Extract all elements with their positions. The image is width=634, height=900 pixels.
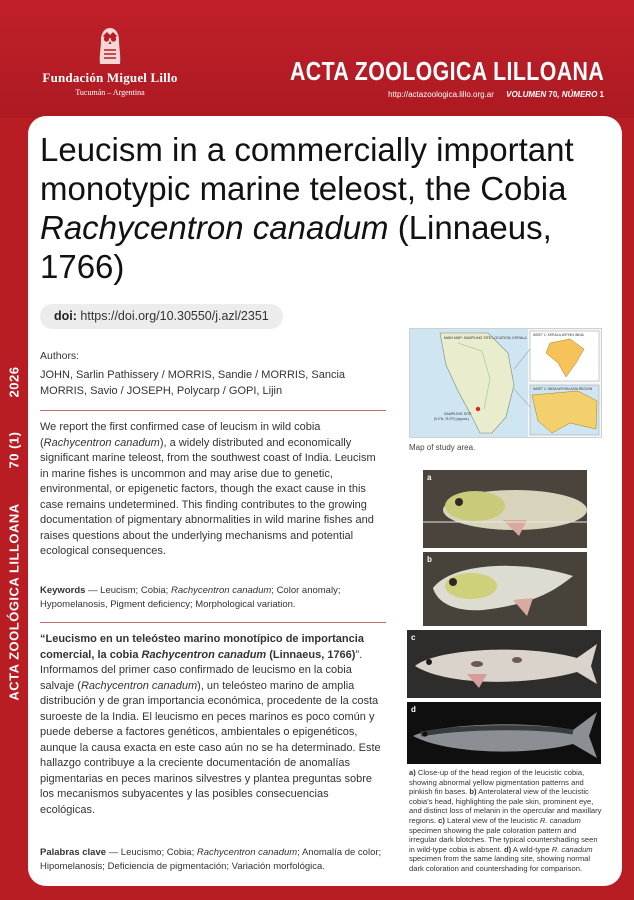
side-year: 2026 xyxy=(6,366,22,398)
doi-link[interactable]: https://doi.org/10.30550/j.azl/2351 xyxy=(80,309,269,323)
abstract-es: “Leucismo en un teleósteo marino monotípico de importancia comercial, la cobia Rachycentron canadum (Linnaeus, 1766)”. Informamos del primer caso confirmado de leucismo en la cobia salvaje (Rachycentron canadum), un teleósteo marino de amplia distribución y de gran importancia económica, procedente de la costa suroeste de la India. El leucismo en peces marinos es poco común y puede deberse a factores genéticos, ambientales o epigenéticos, aunque la causa exacta en este caso aún no se ha determinado. Este hallazgo contribuye a la creciente documentación de anomalías pigmentarias en peces marinos silvestres y plantea preguntas sobre los mecanismos subyacentes y las posibles consecuencias ecológicas. xyxy=(40,633,381,816)
journal-meta xyxy=(388,90,604,99)
photo-label-c: c xyxy=(411,633,416,642)
article-title: Leucism in a commercially important monotypic marine teleost, the Cobia Rachycentron canadum (Linnaeus, 1766) xyxy=(40,131,574,285)
map-caption: Map of study area. xyxy=(409,443,476,452)
map-site-coords: (9.4°N, 76.3°E) (approx.) xyxy=(434,417,470,421)
photo-label-a: a xyxy=(427,473,432,482)
header-band xyxy=(0,0,634,118)
fish-photo-d xyxy=(407,702,601,764)
photo-label-b: b xyxy=(427,555,432,564)
figure-caption: a) Close-up of the head region of the leucistic cobia, showing abnormal yellow pigmentation patterns and pinkish fin bases. b) Anterolateral view of the leucistic cobia’s head, highlighting the pale skin, prominent eye, and distinct loss of melanin in the opercular and maxillary regions. c) Lateral view of the leucistic R. canadum specimen showing the pale coloration pattern and irregular dark blotches. The typical countershading seen in wild-type cobia is absent. d) A wild-type R. canadum specimen from the same landing site, showing normal dark coloration and countershading for comparison. xyxy=(409,768,602,873)
divider xyxy=(40,410,386,411)
keywords-en: Keywords — Leucism; Cobia; Rachycentron canadum; Color anomaly; Hypomelanosis, Pigment deficiency; Morphological variation. xyxy=(40,585,341,610)
abstract-en: We report the first confirmed case of leucism in wild cobia (Rachycentron canadum), a widely distributed and economically significant marine teleost, from the southwest coast of India. Leucism in marine fishes is uncommon and may arise due to genetic, environmental, or epigenetic factors, though the exact cause in this case remains undetermined. This finding contributes to the growing documentation of pigmentary abnormalities in wild marine fishes and raises questions about the underlying mechanisms and potential ecological consequences. xyxy=(40,421,376,557)
fish-photo-c xyxy=(407,630,601,698)
keywords-es: Palabras clave — Leucismo; Cobia; Rachycentron canadum; Anomalía de color; Hipomelanosis; Deficiencia de pigmentación; Variación morfológica. xyxy=(40,847,382,872)
photo-label-d: d xyxy=(411,705,416,714)
journal-url[interactable]: http://actazoologica.lillo.org.ar xyxy=(388,90,494,99)
organization-location: Tucumán – Argentina xyxy=(75,88,145,97)
map-inset-region: INSET 2: INDIA WITHIN ASIA REGION xyxy=(533,387,593,391)
map-title: MAIN MAP: SAMPLING SITE LOCATION, KERALA xyxy=(444,336,527,340)
map-inset-india: INSET 1: KERALA WITHIN INDIA xyxy=(533,333,584,337)
authors-list: JOHN, Sarlin Pathissery / MORRIS, Sandie / MORRIS, Sancia MORRIS, Savio / JOSEPH, Polycarp / GOPI, Lijin xyxy=(40,369,346,397)
side-volume: 70 (1) xyxy=(6,431,22,469)
volume-number: VOLUMEN 70, NÚMERO 1 xyxy=(506,90,604,99)
side-banner xyxy=(0,300,28,900)
doi-badge[interactable]: doi: https://doi.org/10.30550/j.azl/2351 xyxy=(40,304,283,329)
study-area-map xyxy=(409,328,602,438)
authors-label: Authors: xyxy=(40,350,80,362)
fish-photo-a xyxy=(423,470,587,548)
organization-name: Fundación Miguel Lillo xyxy=(42,70,178,85)
fish-photo-b xyxy=(423,552,587,626)
foundation-logo xyxy=(40,26,180,97)
map-site-label: SAMPLING SITE xyxy=(444,412,472,416)
divider xyxy=(40,622,386,623)
owl-emblem-icon xyxy=(95,26,125,66)
side-journal: ACTA ZOOLÓGICA LILLOANA xyxy=(6,503,22,701)
journal-title: ACTA ZOOLOGICA LILLOANA xyxy=(289,56,604,86)
